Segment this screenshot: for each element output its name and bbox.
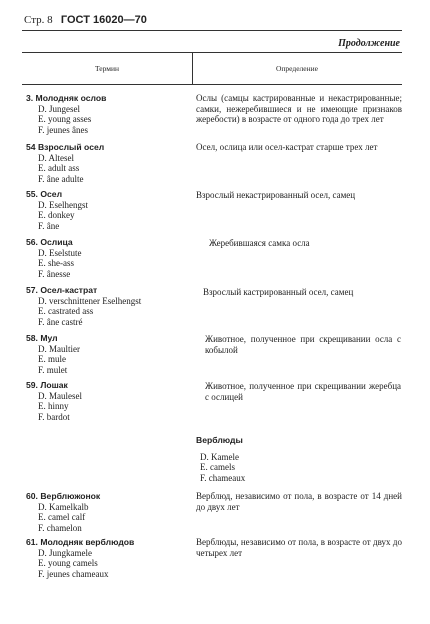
term-french: F. âne adulte [38,173,84,184]
category-french: F. chameaux [200,472,246,483]
term-english: E. adult ass [38,163,80,173]
term-entry [26,333,80,375]
term-german: D. Altesel [38,152,74,163]
term-english: E. young asses [38,114,92,124]
term-entry [26,142,104,184]
term-entry [26,237,82,279]
term-entry [26,189,88,231]
term-german: D. Eselhengst [38,199,88,210]
term-english: E. donkey [38,210,75,220]
term-english: E. she-ass [38,258,74,268]
term-entry [26,537,134,579]
term-entry [26,285,141,327]
category-block [196,435,245,483]
term-german: D. Maulesel [38,390,82,401]
term-title: 3. Молодняк ослов [26,93,107,103]
term-definition: Жеребившаяся самка осла [209,238,310,248]
term-french: F. ânesse [38,268,71,279]
term-german: D. Jungkamele [38,547,92,558]
category-german: D. Kamele [200,451,239,462]
term-definition: Животное, полученное при скрещивании осла с кобылой [205,334,401,355]
term-french: F. bardot [38,411,70,422]
term-title: 59. Лошак [26,380,68,390]
term-definition: Взрослый кастрированный осел, самец [203,287,354,297]
term-definition: Животное, полученное при скрещивании жеребца с ослицей [205,381,401,402]
term-definition: Взрослый некастрированный осел, самец [196,190,356,200]
term-german: D. Jungesel [38,103,80,114]
page-number: Стр. 8 [24,14,53,26]
term-entry [26,491,100,533]
term-french: F. chamelon [38,522,82,533]
term-german: D. verschnittener Eselhengst [38,295,142,306]
term-entry [26,380,82,422]
term-title: 56. Ослица [26,237,73,247]
term-german: D. Kamelkalb [38,501,89,512]
term-definition: Верблюды, независимо от пола, в возрасте от двух до четырех лет [196,537,402,558]
category-title: Верблюды [196,435,243,445]
column-divider [192,52,193,84]
continuation-label: Продолжение [338,38,400,49]
term-definition: Ослы (самцы кастрированные и некастрированные; самки, нежеребившиеся и не имеющие признаков жеребости) в возрасте от одного года до трех лет [196,93,402,124]
term-title: 60. Верблюжонок [26,491,101,501]
standard-code: ГОСТ 16020—70 [60,14,147,26]
term-title: 58. Мул [26,333,58,343]
term-english: E. castrated ass [38,306,94,316]
term-german: D. Maultier [38,343,80,354]
term-title: 54 Взрослый осел [26,142,105,152]
table-top-rule [22,52,402,53]
term-definition: Верблюд, независимо от пола, в возрасте от 14 дней до двух лет [196,491,402,512]
table-header-rule [22,84,402,85]
page-header [24,14,147,26]
term-title: 61. Молодняк верблюдов [26,537,135,547]
header-rule [22,30,402,31]
term-french: F. âne castré [38,316,83,327]
term-title: 55. Осел [26,189,63,199]
column-header-term: Термин [94,64,120,73]
term-english: E. camel calf [38,512,86,522]
term-french: F. âne [38,220,60,231]
term-english: E. young camels [38,558,98,568]
term-english: E. mule [38,354,66,364]
term-entry [26,93,106,135]
category-english: E. camels [200,462,235,472]
term-title: 57. Осел-кастрат [26,285,98,295]
term-french: F. jeunes ânes [38,124,89,135]
term-english: E. hinny [38,401,69,411]
term-french: F. jeunes chameaux [38,568,109,579]
term-french: F. mulet [38,364,68,375]
term-definition: Осел, ослица или осел-кастрат старше трех лет [196,142,378,152]
column-header-definition: Определение [276,64,318,73]
term-german: D. Eselstute [38,247,82,258]
